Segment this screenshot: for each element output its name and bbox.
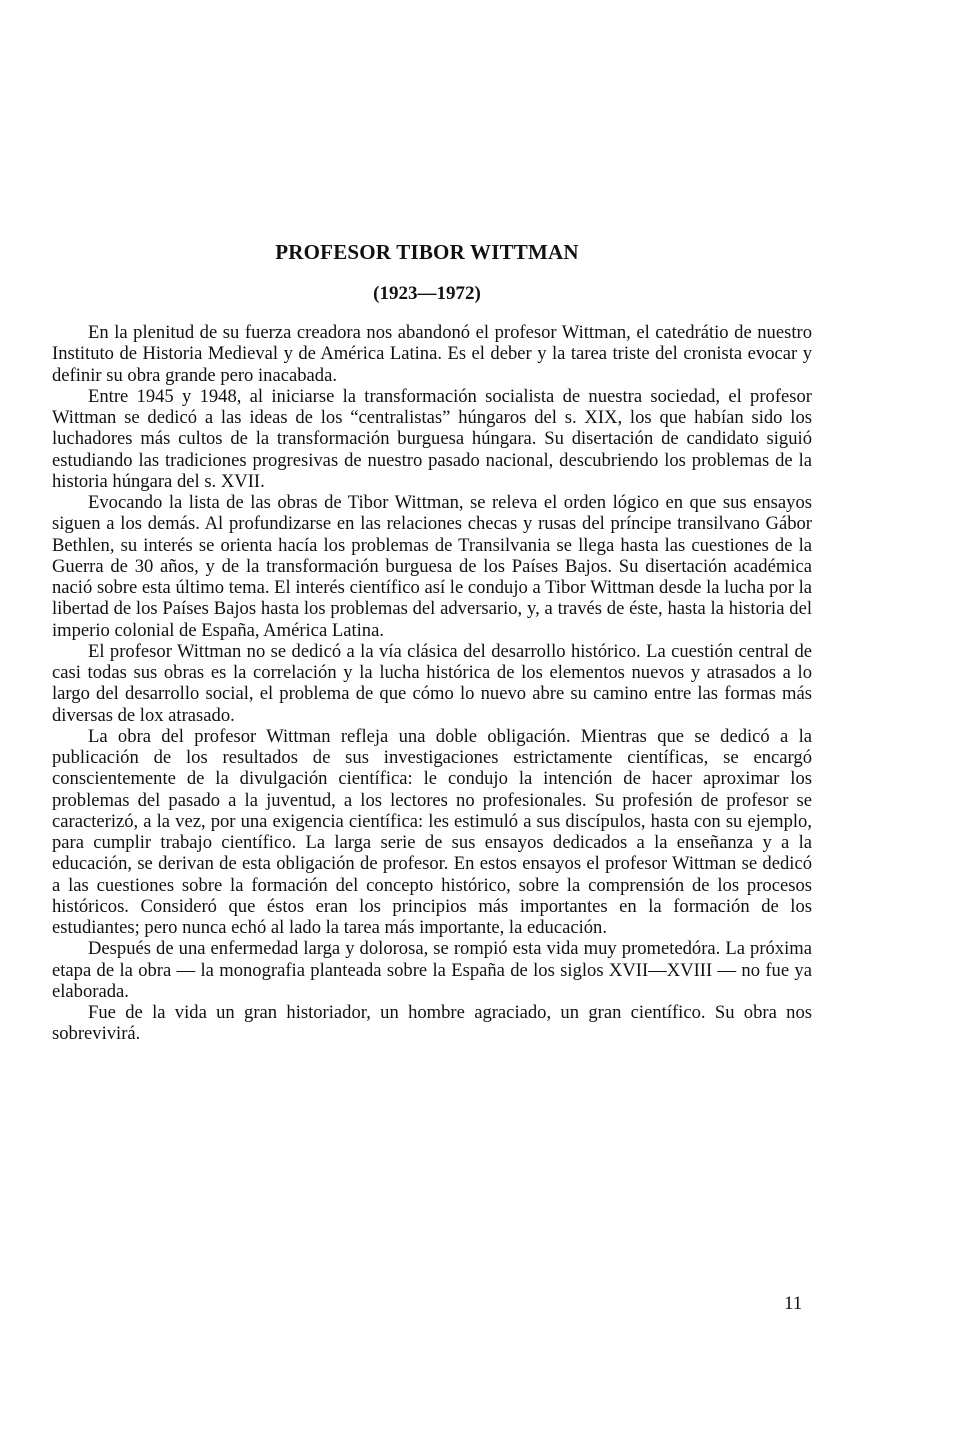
paragraph-6: Después de una enfermedad larga y dolorosa, se rompió esta vida muy prometedóra. La próxima etapa de la obra — la monografia planteada sobre la España de los siglos XVII—XVIII — no fue ya elaborada.: [52, 938, 812, 1002]
paragraph-3: Evocando la lista de las obras de Tibor Wittman, se releva el orden lógico en que sus ensayos siguen a los demás. Al profundizarse en las relaciones checas y rusas del príncipe transilvano Gábor Bethlen, su interés se orienta hacía los problemas de Transilvania se llega hasta las cuestiones de la Guerra de 30 años, y de la transformación burguesa de los Países Bajos. Su disertación académica nació sobre esta último tema. El interés científico así le condujo a Tibor Wittman desde la lucha por la libertad de los Países Bajos hasta los problemas del adversario, y, a través de éste, hasta la historia del imperio colonial de España, América Latina.: [52, 492, 812, 641]
paragraph-1: En la plenitud de su fuerza creadora nos abandonó el profesor Wittman, el catedrátio de nuestro Instituto de Historia Medieval y de América Latina. Es el deber y la tarea triste del cronista evocar y definir su obra grande pero inacabada.: [52, 322, 812, 386]
paragraph-5: La obra del profesor Wittman refleja una doble obligación. Mientras que se dedicó a la publicación de los resultados de sus investigaciones estrictamente científicas, se encargó conscientemente de la divulgación científica: le condujo la intención de hacer aproximar los problemas del pasado a la juventud, a los lectores no profesionales. Su profesión de profesor se caracterizó, a la vez, por una exigencia científica: les estimuló a sus discípulos, hasta con su ejemplo, para cumplir trabajo científico. La larga serie de sus ensayos dedicados a la enseñanza y a la educación, se derivan de esta obligación de profesor. En estos ensayos el profesor Wittman se dedicó a las cuestiones sobre la formación del concepto histórico, sobre la comprensión de los procesos históricos. Consideró que éstos eran los principios más importantes en la formación de los estudiantes; pero nunca echó al lado la tarea más importante, la educación.: [52, 725, 812, 938]
page-number: 11: [784, 1293, 803, 1314]
paragraph-4: El profesor Wittman no se dedicó a la vía clásica del desarrollo histórico. La cuestión central de casi todas sus obras es la correlación y la lucha histórica de los elementos nuevos y atrasados a lo largo del desarrollo social, el problema de que cómo lo nuevo abre su camino entre las formas más diversas de lox atrasado.: [52, 640, 812, 726]
article-body: [52, 322, 812, 1045]
paragraph-2: Entre 1945 y 1948, al iniciarse la transformación socialista de nuestra sociedad, el profesor Wittman se dedicó a las ideas de los “centralistas” húngaros del s. XIX, los que habían sido los luchadores más cultos de la transformación burguesa húngara. Su disertación de candidato siguió estudiando las tradiciones progresivas de nuestro pasado nacional, descubriendo los problemas de la historia húngara del s. XVII.: [52, 385, 812, 492]
page-title: PROFESOR TIBOR WITTMAN: [275, 240, 579, 264]
life-years: (1923—1972): [373, 283, 481, 304]
paragraph-7: Fue de la vida un gran historiador, un hombre agraciado, un gran científico. Su obra nos sobrevivirá.: [52, 1002, 812, 1045]
